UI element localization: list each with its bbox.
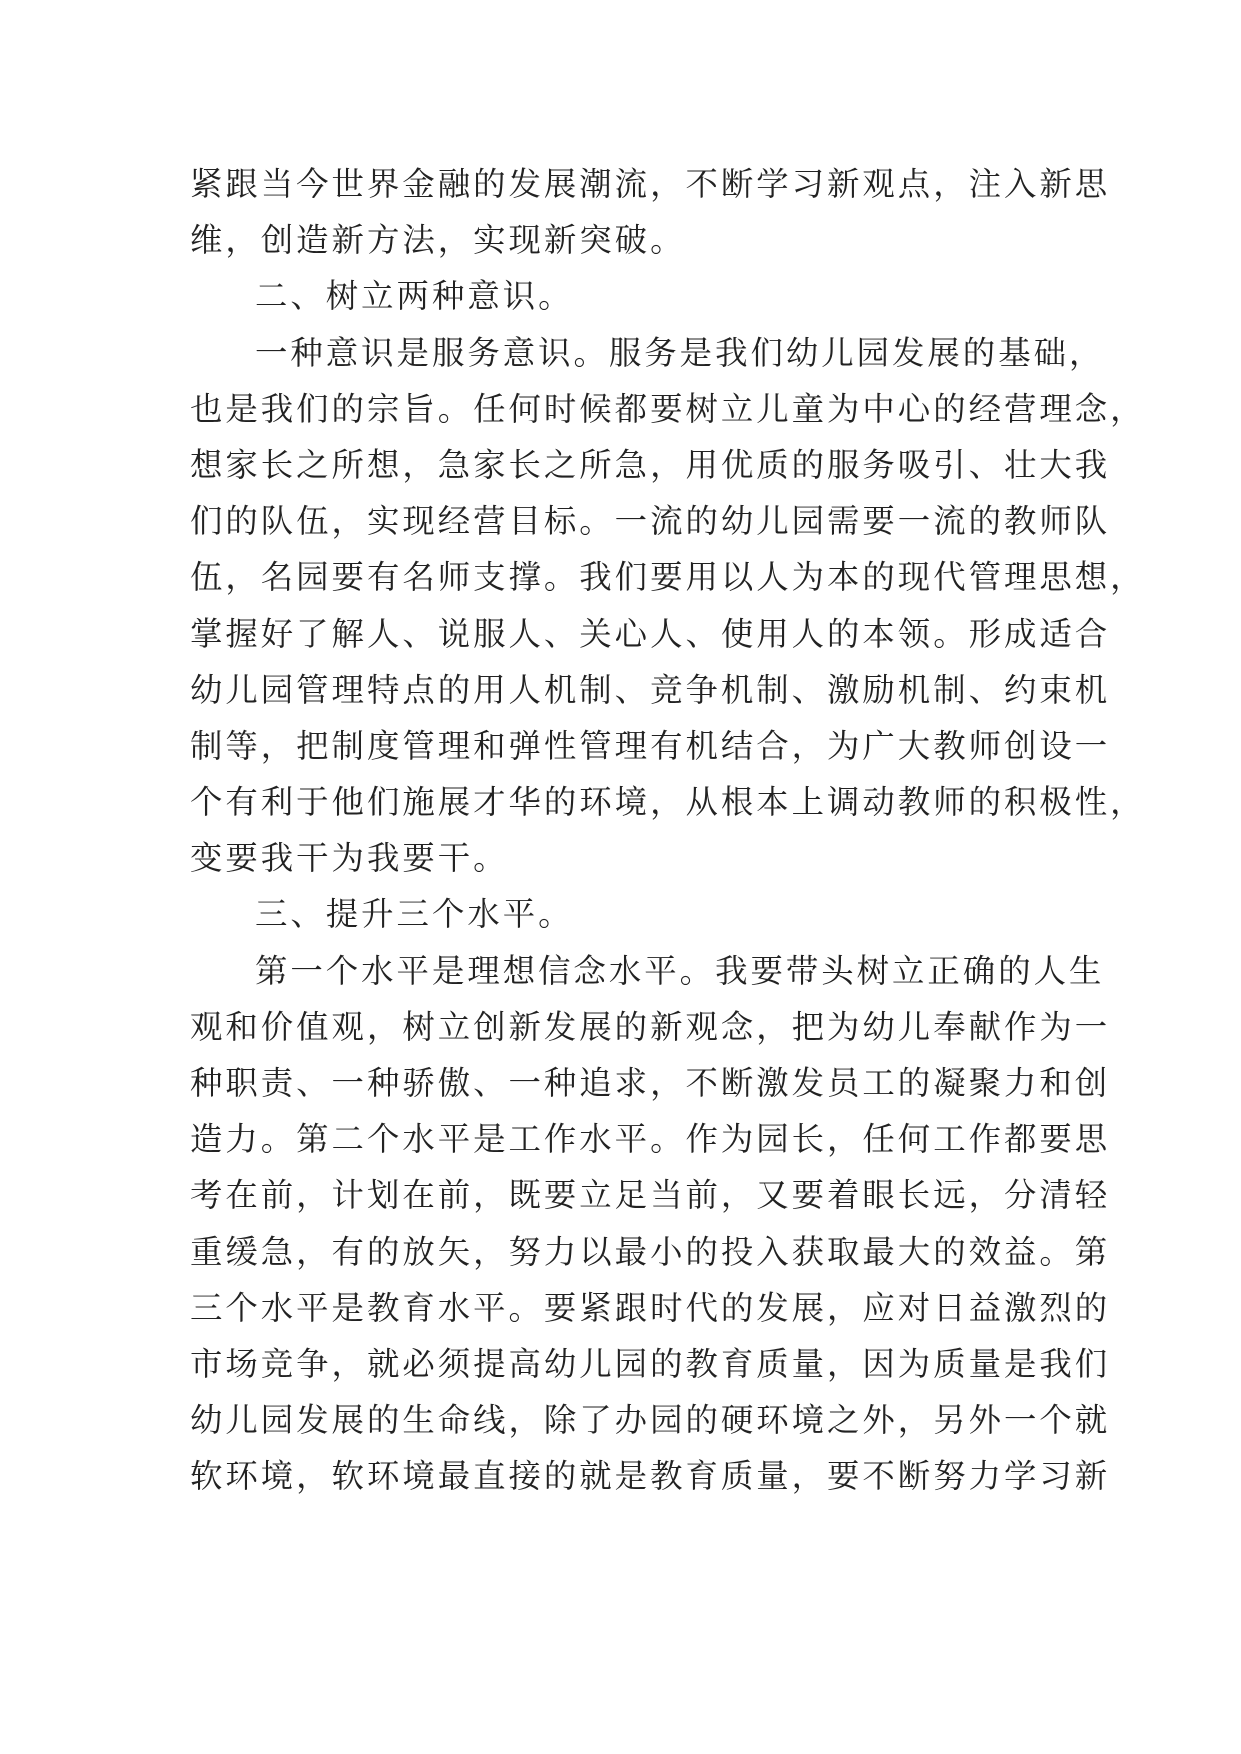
text-line: 制等，把制度管理和弹性管理有机结合，为广大教师创设一 [190, 726, 1111, 765]
text-line: 变要我干为我要干。 [190, 839, 509, 878]
text-line: 维，创造新方法，实现新突破。 [190, 221, 686, 260]
text-line: 造力。第二个水平是工作水平。作为园长，任何工作都要思 [190, 1120, 1111, 1159]
text-line: 伍，名园要有名师支撑。我们要用以人为本的现代管理思想， [190, 558, 1146, 597]
text-line: 想家长之所想，急家长之所急，用优质的服务吸引、壮大我 [190, 445, 1111, 484]
text-line: 个有利于他们施展才华的环境，从根本上调动教师的积极性， [190, 783, 1146, 822]
text-line: 重缓急，有的放矢，努力以最小的投入获取最大的效益。第 [190, 1232, 1111, 1271]
text-line: 也是我们的宗旨。任何时候都要树立儿童为中心的经营理念， [190, 389, 1146, 428]
text-line: 掌握好了解人、说服人、关心人、使用人的本领。形成适合 [190, 614, 1111, 653]
text-line: 第一个水平是理想信念水平。我要带头树立正确的人生 [255, 951, 1105, 990]
text-line: 三、提升三个水平。 [255, 895, 574, 934]
body-text [190, 156, 1146, 1505]
text-line: 幼儿园管理特点的用人机制、竞争机制、激励机制、约束机 [190, 670, 1111, 709]
text-line: 紧跟当今世界金融的发展潮流，不断学习新观点，注入新思 [190, 165, 1111, 203]
text-line: 们的队伍，实现经营目标。一流的幼儿园需要一流的教师队 [190, 502, 1111, 541]
text-line: 二、树立两种意识。 [255, 277, 574, 316]
text-line: 幼儿园发展的生命线，除了办园的硬环境之外，另外一个就 [190, 1401, 1111, 1440]
text-line: 三个水平是教育水平。要紧跟时代的发展，应对日益激烈的 [190, 1288, 1111, 1327]
text-line: 一种意识是服务意识。服务是我们幼儿园发展的基础， [255, 333, 1105, 372]
text-line: 观和价值观，树立创新发展的新观念，把为幼儿奉献作为一 [190, 1007, 1111, 1046]
text-line: 考在前，计划在前，既要立足当前，又要着眼长远，分清轻 [190, 1176, 1111, 1215]
text-line: 软环境，软环境最直接的就是教育质量，要不断努力学习新 [190, 1457, 1111, 1496]
text-line: 种职责、一种骄傲、一种追求，不断激发员工的凝聚力和创 [190, 1064, 1111, 1102]
text-line: 市场竞争，就必须提高幼儿园的教育质量，因为质量是我们 [190, 1344, 1111, 1383]
